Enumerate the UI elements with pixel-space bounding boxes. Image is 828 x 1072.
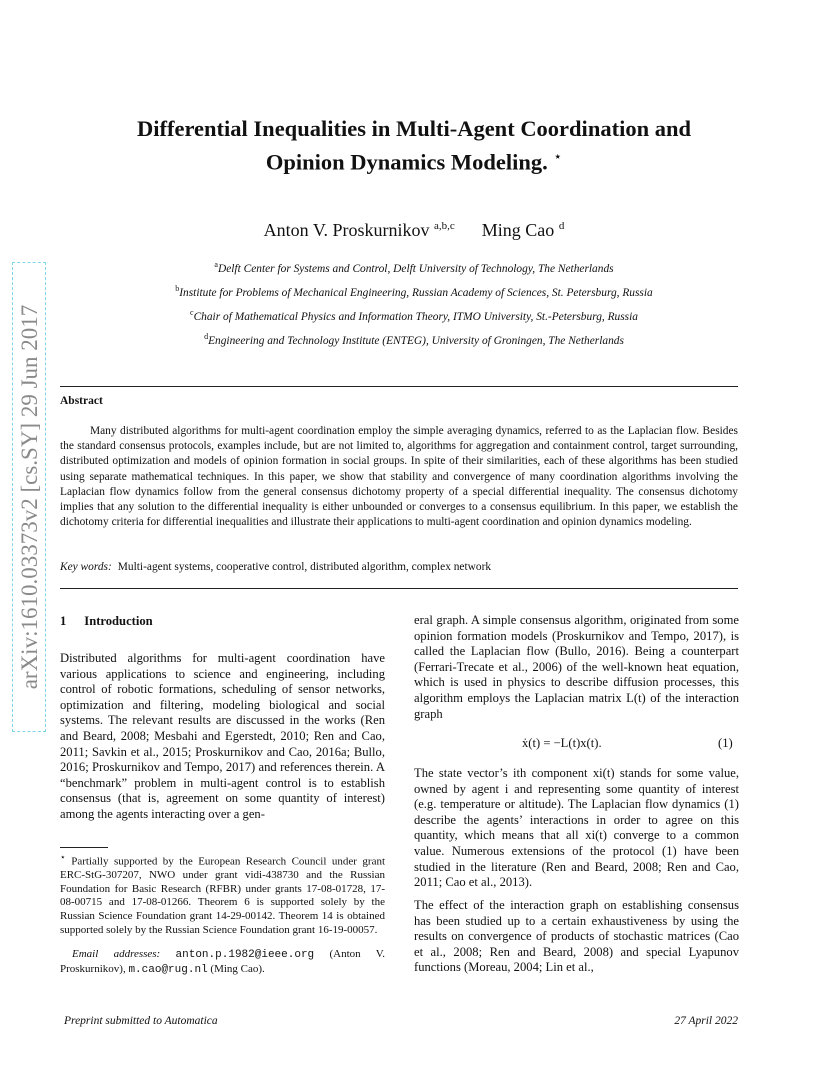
author-1: Anton V. Proskurnikov [263,220,430,240]
right-column-paragraph-2: The state vector’s ith component xi(t) stands for some value, owned by agent i and representing some quantity of interest (e.g. temperature or altitude). The Laplacian flow dynamics (1) describe the agents’ interactions in order to agree on this quantity, which means that all xi(t) converge to a common value. Numerous extensions of the protocol (1) have been studied in the literature (Ren and Beard, 2008; Ren and Cao, 2011; Cao et al., 2013). [414,766,739,890]
email-owner-2: (Ming Cao). [210,962,265,975]
author-1-affil: a,b,c [434,220,455,232]
footnote-emails [60,948,385,977]
title-line-2: Opinion Dynamics Modeling. [265,149,548,175]
title-line-1: Differential Inequalities in Multi-Agent Coordination and [137,116,691,141]
section-heading [60,614,153,629]
affiliation-a: $^a$Delft Center for Systems and Control, Delft University of Technology, The Netherlands [214,260,614,275]
footnote-text: Partially supported by the European Research Council under grant ERC-StG-307207, NWO under grant vidi-438730 and the Russian Foundation for Basic Research (RFBR) under grants 17-08-01728, 17-08-00715 and 17-08-01266. Theorem 6 is supported solely by the Russian Science Foundation grant 14-29-00142. Theorem 14 is obtained supported solely by the Russian Science Foundation grant 16-19-00057. [60,855,386,936]
email-link-1[interactable]: anton.p.1982@ieee.org [175,949,315,961]
email-label: Email addresses: [72,948,161,960]
author-2: Ming Cao [481,220,555,240]
affiliation-d: $^d$Engineering and Technology Institute (ENTEG), University of Groningen, The Netherlands [204,332,624,347]
arxiv-stamp-text: arXiv:1610.03373v2 [cs.SY] 29 Jun 2017 [12,262,46,732]
keywords-text: Multi-agent systems, cooperative control, distributed algorithm, complex network [117,561,492,573]
email-owner-1: (Anton V. Proskurnikov), [60,948,386,975]
section-title: Introduction [84,614,153,628]
footnote-funding [60,851,385,937]
section-number: 1 [60,614,67,628]
right-column-paragraph-1: eral graph. A simple consensus algorithm, originated from some opinion formation models (Proskurnikov and Tempo, 2017), is called the Laplacian flow (Bullo, 2016). Being a counterpart (Ferrari-Trecate et al., 2006) of the well-known heat equation, which is used in physics to describe diffusion processes, this algorithm employs the Laplacian matrix L(t) of the interaction graph [414,613,739,721]
author-list [0,220,828,241]
paper-title [0,114,828,177]
affiliation-c: $^c$Chair of Mathematical Physics and Information Theory, ITMO University, St.-Petersburg, Russia [190,308,638,323]
affiliation-b: $^b$Institute for Problems of Mechanical Engineering, Russian Academy of Sciences, St. Petersburg, Russia [175,284,653,299]
abstract-heading: Abstract [60,395,103,407]
footnote-rule [60,847,108,848]
footnote-star: ⋆ [60,852,66,862]
footer-date: 27 April 2022 [674,1015,738,1027]
keywords [60,561,491,573]
abstract-top-rule [60,386,738,387]
author-2-affil: d [558,220,565,232]
abstract-bottom-rule [60,588,738,589]
title-star: ⋆ [553,150,563,165]
keywords-label: Key words: [60,561,112,573]
left-column-paragraph: Distributed algorithms for multi-agent coordination have various applications to science and engineering, including control of robotic formations, scheduling of sensor networks, optimization and filtering, modeling biological and social systems. The relevant results are discussed in the works (Ren and Beard, 2008; Mesbahi and Egerstedt, 2010; Ren and Cao, 2011; Savkin et al., 2015; Proskurnikov and Cao, 2016a; Bullo, 2016; Proskurnikov and Tempo, 2017) and references therein. A “benchmark” problem in multi-agent control is to establish consensus (that is, agreement on some quantity of interest) among the agents interacting over a gen- [60,651,385,821]
email-link-2[interactable]: m.cao@rug.nl [128,963,208,976]
abstract-text: Many distributed algorithms for multi-agent coordination employ the simple averaging dynamics, referred to as the Laplacian flow. Besides the standard consensus protocols, examples include, but are not limited to, algorithms for aggregation and containment control, target surrounding, distributed optimization and models of opinion formation in social groups. In spite of their similarities, each of these algorithms has been studied using separate mathematical techniques. In this paper, we show that stability and convergence of many coordination algorithms involving the Laplacian flow dynamics follow from the general consensus dichotomy property of a special differential inequality. The consensus dichotomy implies that any solution to the differential inequality is either unbounded or converges to a consensus equilibrium. In this paper, we establish the dichotomy criteria for differential inequalities and illustrate their applications to multi-agent coordination and opinion dynamics modeling. [60,425,738,529]
footer-preprint: Preprint submitted to Automatica [64,1015,218,1027]
equation-1: ẋ(t) = −L(t)x(t). [522,736,602,750]
equation-1-number: (1) [718,736,733,750]
right-column-paragraph-3: The effect of the interaction graph on establishing consensus has been studied up to a certain exhaustiveness by using the results on convergence of products of stochastic matrices (Cao et al., 2008; Ren and Beard, 2008) and special Lyapunov functions (Moreau, 2004; Lin et al., [414,898,739,975]
